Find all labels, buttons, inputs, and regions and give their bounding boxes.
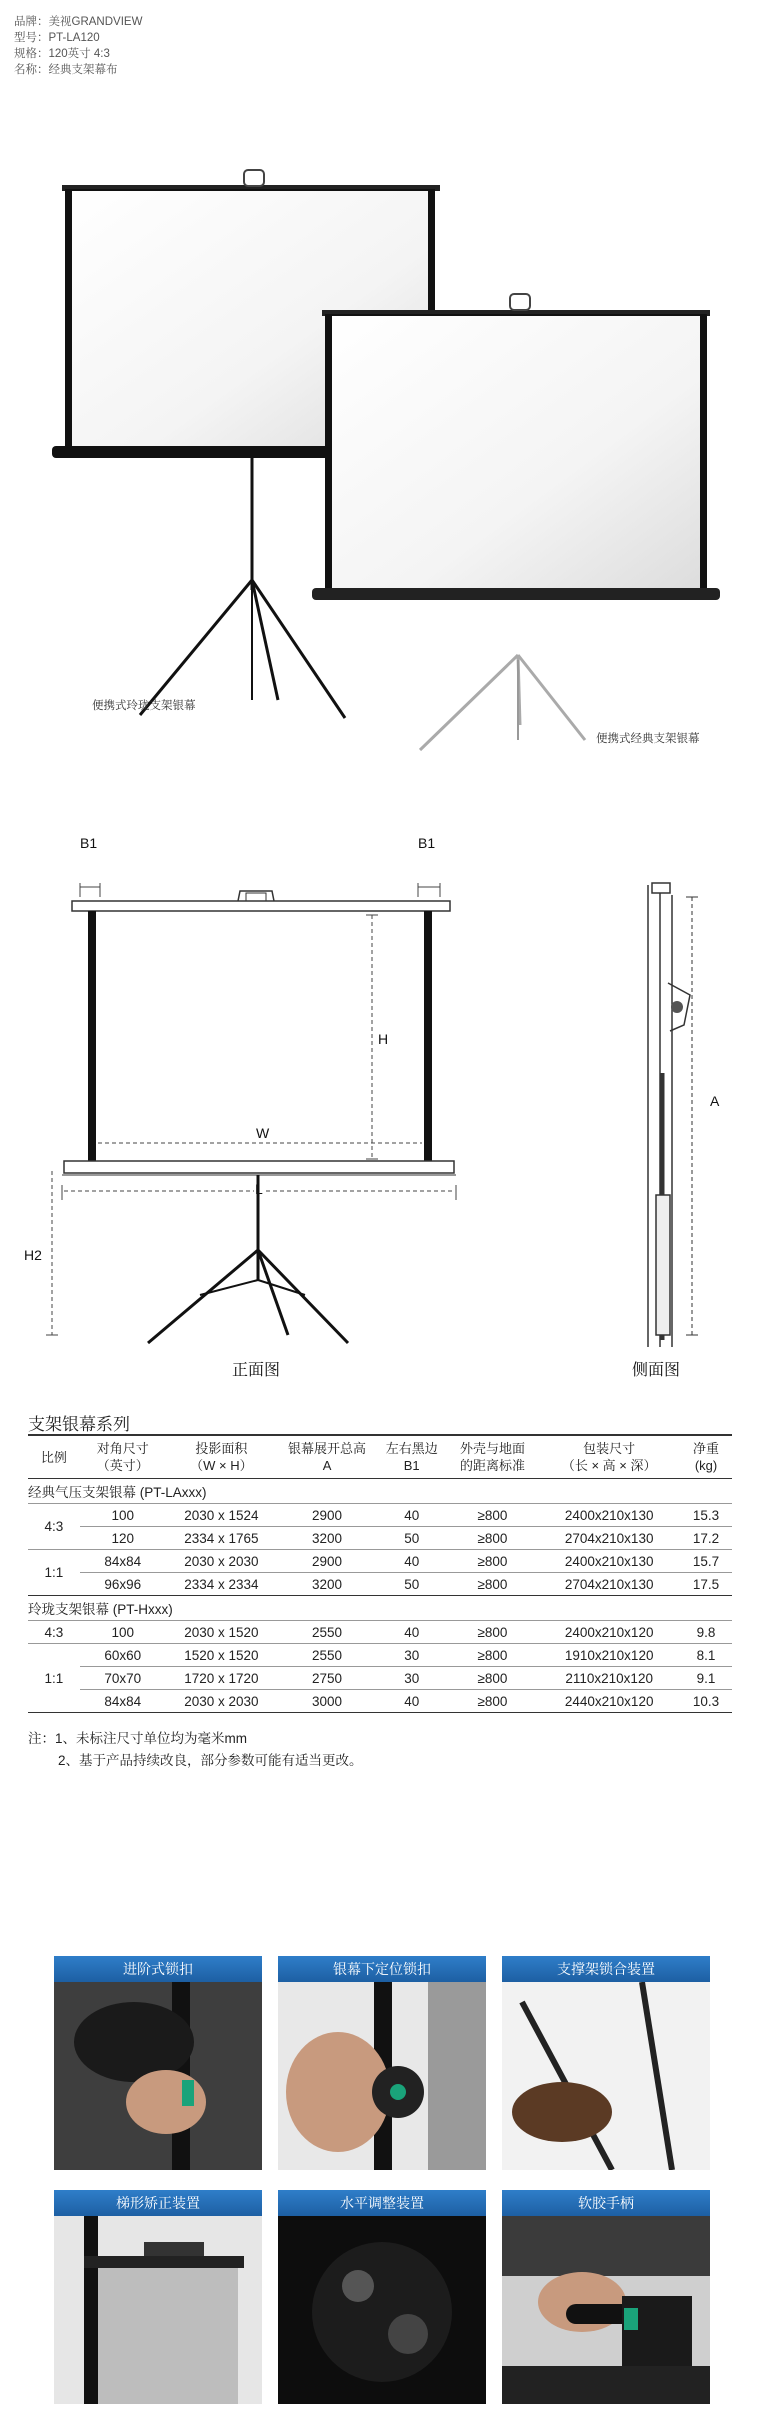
table-cell: 15.7: [680, 1550, 732, 1573]
spec-title: 支架银幕系列: [28, 1415, 130, 1434]
table-cell: ≥800: [447, 1504, 539, 1527]
table-cell: ≥800: [447, 1690, 539, 1713]
table-cell: 1720 x 1720: [166, 1667, 278, 1690]
table-cell: ≥800: [447, 1550, 539, 1573]
table-cell: 70x70: [80, 1667, 166, 1690]
table-row: [28, 1527, 732, 1550]
h-label: H: [378, 1031, 389, 1047]
note-1: 注：1、未标注尺寸单位均为毫米mm: [28, 1731, 247, 1746]
l-label: L: [255, 1181, 263, 1197]
w-label: W: [256, 1125, 270, 1141]
header-text: 投影面积: [195, 1441, 248, 1456]
table-header-row: [28, 1435, 732, 1479]
feature-card: [54, 2190, 262, 2404]
feature-card: [278, 1956, 486, 2170]
feature-card: [502, 2190, 710, 2404]
dimension-diagram: [0, 835, 760, 1395]
header-text: （W × H）: [190, 1458, 253, 1473]
header-text: 左右黑边: [385, 1441, 438, 1456]
spec-notes: [28, 1728, 363, 1772]
table-cell: 2704x210x130: [538, 1573, 680, 1596]
table-cell: 2550: [277, 1621, 377, 1644]
group-title: 经典气压支架银幕 (PT-LAxxx): [28, 1479, 732, 1504]
table-row: [28, 1690, 732, 1713]
feature-photo: [502, 1982, 710, 2170]
table-cell: 2704x210x130: [538, 1527, 680, 1550]
table-cell: 2750: [277, 1667, 377, 1690]
feature-card: [502, 1956, 710, 2170]
table-cell: 2334 x 2334: [166, 1573, 278, 1596]
table-cell: 2900: [277, 1504, 377, 1527]
col-area: [166, 1435, 278, 1479]
header-text: 净重: [693, 1441, 720, 1456]
group-title: 玲珑支架银幕 (PT-Hxxx): [28, 1596, 732, 1621]
header-text: B1: [403, 1458, 420, 1473]
header-text: 外壳与地面: [459, 1441, 525, 1456]
col-diag: [80, 1435, 166, 1479]
table-cell: ≥800: [447, 1644, 539, 1667]
table-cell: 3200: [277, 1573, 377, 1596]
h2-label: H2: [24, 1247, 42, 1263]
feature-title: 银幕下定位锁扣: [278, 1956, 486, 1982]
table-cell: 1910x210x120: [538, 1644, 680, 1667]
table-cell: ≥800: [447, 1667, 539, 1690]
dimension-drawing: [0, 835, 760, 1395]
header-text: 银幕展开总高: [288, 1441, 367, 1456]
caption-classic-screen: 便携式经典支架银幕: [596, 733, 700, 745]
header-text: （英寸）: [96, 1458, 149, 1473]
col-ratio: [28, 1435, 80, 1479]
header-text: 的距离标准: [459, 1458, 525, 1473]
table-cell: 2030 x 1524: [166, 1504, 278, 1527]
table-cell: ≥800: [447, 1527, 539, 1550]
col-ground: [447, 1435, 539, 1479]
feature-title: 软胶手柄: [502, 2190, 710, 2216]
product-photos: [0, 140, 760, 760]
feature-title: 支撑架锁合装置: [502, 1956, 710, 1982]
brand-line: 品牌：美视GRANDVIEW: [14, 16, 143, 28]
b1-right-label: B1: [418, 835, 436, 851]
table-cell: 30: [377, 1667, 447, 1690]
feature-photo: [54, 1982, 262, 2170]
table-cell: 17.5: [680, 1573, 732, 1596]
front-view-label: 正面图: [232, 1362, 281, 1379]
table-cell: 84x84: [80, 1690, 166, 1713]
table-cell: 100: [80, 1621, 166, 1644]
table-cell: 1:1: [28, 1644, 80, 1713]
table-cell: 2030 x 1520: [166, 1621, 278, 1644]
b1-left-label: B1: [80, 835, 98, 851]
table-row: [28, 1621, 732, 1644]
spec-table: [28, 1434, 732, 1713]
caption-tripod-screen: 便携式玲珑支架银幕: [92, 700, 196, 712]
a-label: A: [710, 1093, 720, 1109]
table-cell: 2110x210x120: [538, 1667, 680, 1690]
table-cell: 30: [377, 1644, 447, 1667]
table-cell: ≥800: [447, 1573, 539, 1596]
feature-card: [278, 2190, 486, 2404]
note-2: 2、基于产品持续改良，部分参数可能有适当更改。: [58, 1753, 363, 1768]
model-line: 型号：PT-LA120: [14, 32, 100, 44]
col-border: [377, 1435, 447, 1479]
table-cell: 50: [377, 1573, 447, 1596]
header-text: A: [322, 1458, 332, 1473]
table-cell: 2334 x 1765: [166, 1527, 278, 1550]
col-height: [277, 1435, 377, 1479]
size-line: 规格：120英寸 4:3: [14, 48, 110, 60]
table-row: [28, 1667, 732, 1690]
table-cell: 3000: [277, 1690, 377, 1713]
table-cell: 1520 x 1520: [166, 1644, 278, 1667]
table-cell: 4:3: [28, 1621, 80, 1644]
product-info: [14, 14, 142, 78]
col-weight: [680, 1435, 732, 1479]
feature-photo: [278, 1982, 486, 2170]
table-cell: ≥800: [447, 1621, 539, 1644]
table-cell: 40: [377, 1504, 447, 1527]
feature-title: 进阶式锁扣: [54, 1956, 262, 1982]
feature-photo: [502, 2216, 710, 2404]
table-cell: 1:1: [28, 1550, 80, 1596]
table-cell: 2400x210x130: [538, 1550, 680, 1573]
col-pack: [538, 1435, 680, 1479]
group-header-row: [28, 1479, 732, 1504]
table-cell: 10.3: [680, 1690, 732, 1713]
table-cell: 3200: [277, 1527, 377, 1550]
feature-photo: [278, 2216, 486, 2404]
table-row: [28, 1573, 732, 1596]
screens-illustration: [0, 140, 760, 760]
table-cell: 8.1: [680, 1644, 732, 1667]
feature-title: 梯形矫正装置: [54, 2190, 262, 2216]
table-cell: 50: [377, 1527, 447, 1550]
table-cell: 96x96: [80, 1573, 166, 1596]
table-cell: 2440x210x120: [538, 1690, 680, 1713]
table-cell: 40: [377, 1550, 447, 1573]
table-cell: 2400x210x130: [538, 1504, 680, 1527]
table-cell: 9.8: [680, 1621, 732, 1644]
table-cell: 2400x210x120: [538, 1621, 680, 1644]
table-cell: 15.3: [680, 1504, 732, 1527]
group-header-row: [28, 1596, 732, 1621]
table-cell: 60x60: [80, 1644, 166, 1667]
name-line: 名称：经典支架幕布: [14, 64, 118, 76]
header-text: 对角尺寸: [96, 1441, 149, 1456]
portable-classic-screen: [312, 294, 720, 750]
table-cell: 84x84: [80, 1550, 166, 1573]
header-text: （长 × 高 × 深）: [561, 1458, 657, 1473]
table-row: [28, 1550, 732, 1573]
table-cell: 2550: [277, 1644, 377, 1667]
table-cell: 4:3: [28, 1504, 80, 1550]
table-row: [28, 1644, 732, 1667]
table-cell: 100: [80, 1504, 166, 1527]
table-cell: 2900: [277, 1550, 377, 1573]
table-cell: 40: [377, 1621, 447, 1644]
header-text: 比例: [40, 1449, 67, 1465]
side-view-label: 侧面图: [632, 1362, 681, 1379]
feature-photo: [54, 2216, 262, 2404]
table-cell: 2030 x 2030: [166, 1550, 278, 1573]
table-cell: 40: [377, 1690, 447, 1713]
header-text: 包装尺寸: [583, 1441, 636, 1456]
table-cell: 9.1: [680, 1667, 732, 1690]
table-cell: 17.2: [680, 1527, 732, 1550]
table-cell: 2030 x 2030: [166, 1690, 278, 1713]
table-cell: 120: [80, 1527, 166, 1550]
table-row: [28, 1504, 732, 1527]
feature-card: [54, 1956, 262, 2170]
feature-title: 水平调整装置: [278, 2190, 486, 2216]
header-text: (kg): [694, 1458, 718, 1473]
